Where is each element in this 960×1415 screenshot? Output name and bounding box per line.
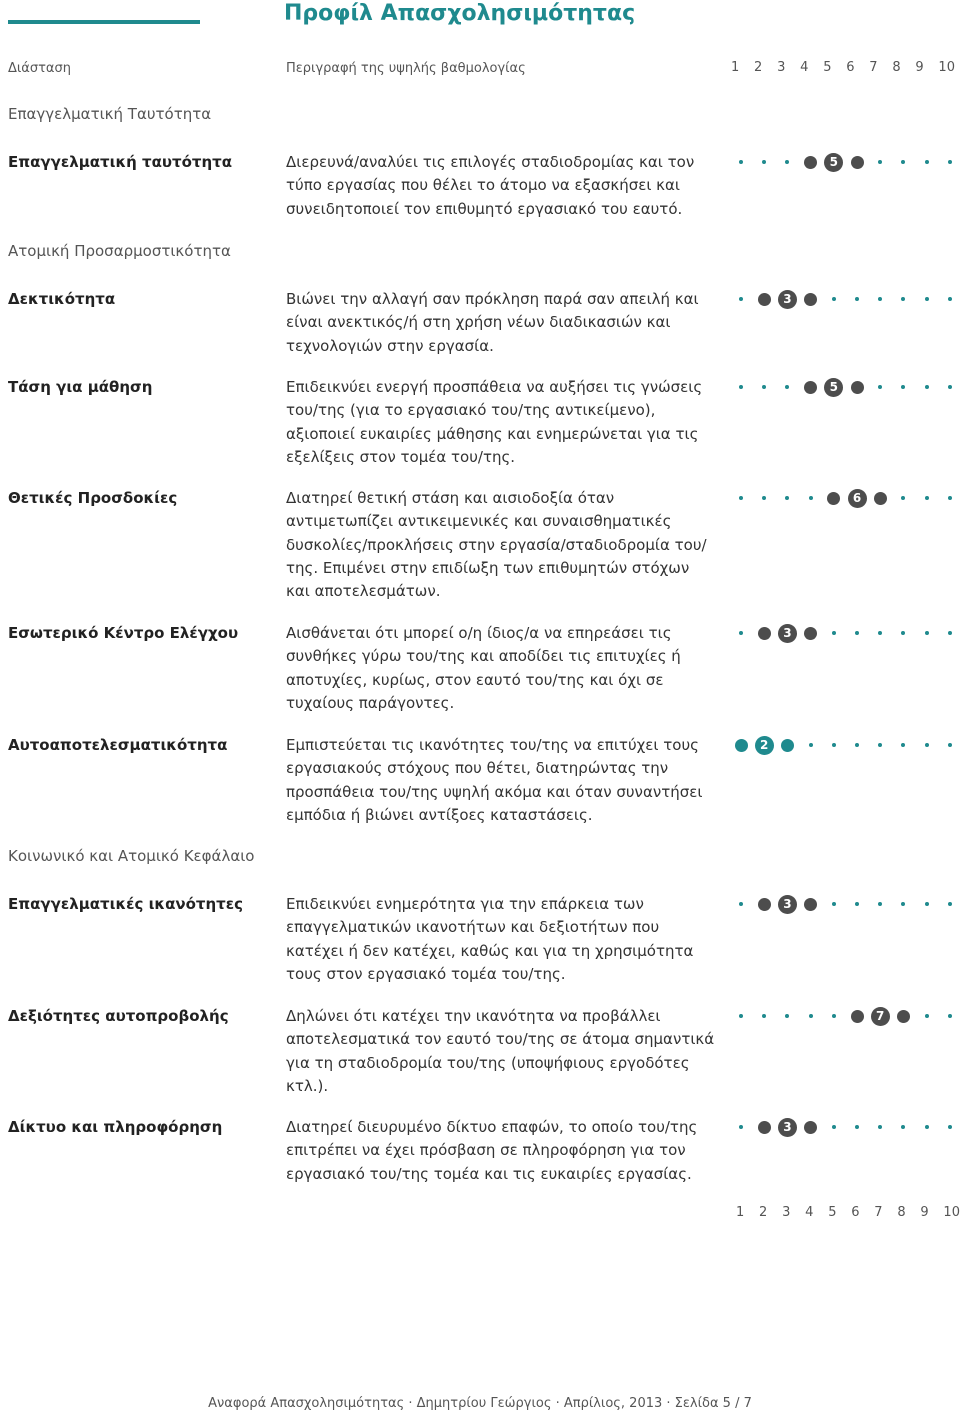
rating-scale <box>732 151 952 173</box>
score-badge: 7 <box>871 1007 890 1026</box>
dimension-name: Θετικές Προσδοκίες <box>8 489 178 507</box>
scale-tick: 1 <box>731 60 740 75</box>
scale-dot <box>878 297 882 301</box>
scale-dot <box>901 496 905 500</box>
scale-neighbor-dot <box>804 627 817 640</box>
scale-neighbor-dot <box>781 739 794 752</box>
dimension-description: Διερευνά/αναλύει τις επιλογές σταδιοδρομίας και τον τύπο εργασίας που θέλει το άτομο να εξασκήσει και συνειδητοποιεί τον επιθυμητό εργασιακό του εαυτό. <box>286 153 695 218</box>
scale-dot <box>878 385 882 389</box>
dimension-description: Αισθάνεται ότι μπορεί ο/η ίδιος/α να επηρεάσει τις συνθήκες γύρω του/της και αποδίδει τις επιτυχίες ή αποτυχίες, κυρίως, στον εαυτό του/της και όχι σε τυχαίους παράγοντες. <box>286 624 681 712</box>
score-badge: 3 <box>778 1118 797 1137</box>
scale-dot <box>739 160 743 164</box>
scale-dot <box>901 631 905 635</box>
scale-dot <box>832 1014 836 1018</box>
page-title: Προφίλ Απασχολησιμότητας <box>284 1 636 26</box>
scale-dot <box>739 496 743 500</box>
scale-dot <box>832 297 836 301</box>
dimension-name: Επαγγελματικές ικανότητες <box>8 895 243 913</box>
scale-dot <box>855 1125 859 1129</box>
dimension-name: Εσωτερικό Κέντρο Ελέγχου <box>8 624 239 642</box>
scale-dot <box>762 160 766 164</box>
scale-dot <box>762 1014 766 1018</box>
score-badge: 5 <box>824 153 843 172</box>
scale-dot <box>948 385 952 389</box>
score-badge: 2 <box>755 736 774 755</box>
footer-page-number: Σελίδα 5 / 7 <box>674 1396 752 1411</box>
scale-tick: 4 <box>800 60 809 75</box>
header-accent-bar <box>8 20 200 24</box>
section-title: Ατομική Προσαρμοστικότητα <box>8 242 231 260</box>
rating-scale <box>732 734 952 756</box>
rating-scale <box>732 376 952 398</box>
scale-dot <box>925 631 929 635</box>
scale-dot <box>925 1014 929 1018</box>
score-badge: 6 <box>848 489 867 508</box>
column-header-dimension: Διάσταση <box>8 61 71 76</box>
dimension-name: Δεκτικότητα <box>8 290 116 308</box>
scale-dot <box>948 496 952 500</box>
scale-dot <box>739 631 743 635</box>
scale-dot <box>809 743 813 747</box>
scale-header-top <box>731 60 955 75</box>
scale-dot <box>785 160 789 164</box>
dimension-description: Διατηρεί διευρυμένο δίκτυο επαφών, το οποίο του/της επιτρέπει να έχει πρόσβαση σε πληροφόρηση για τον εργασιακό του/της τομέα και τις ευκαιρίες εργασίας. <box>286 1118 698 1183</box>
section-title: Κοινωνικό και Ατομικό Κεφάλαιο <box>8 847 255 865</box>
score-badge: 3 <box>778 895 797 914</box>
scale-neighbor-dot <box>804 898 817 911</box>
scale-dot <box>948 1014 952 1018</box>
rating-scale <box>732 893 952 915</box>
scale-tick: 3 <box>777 60 786 75</box>
scale-dot <box>878 631 882 635</box>
footer-separator: · <box>662 1396 675 1411</box>
scale-dot <box>901 902 905 906</box>
scale-neighbor-dot <box>804 1121 817 1134</box>
scale-dot <box>762 496 766 500</box>
scale-dot <box>855 631 859 635</box>
scale-tick: 5 <box>828 1205 837 1220</box>
scale-dot <box>925 297 929 301</box>
scale-dot <box>878 160 882 164</box>
dimension-name: Επαγγελματική ταυτότητα <box>8 153 233 171</box>
scale-neighbor-dot <box>851 381 864 394</box>
footer-report-title: Αναφορά Απασχολησιμότητας <box>208 1396 405 1411</box>
scale-dot <box>878 902 882 906</box>
scale-dot <box>855 902 859 906</box>
scale-tick: 9 <box>920 1205 929 1220</box>
dimension-description: Επιδεικνύει ενεργή προσπάθεια να αυξήσει τις γνώσεις του/της (για το εργασιακό του/της αντικείμενο), αξιοποιεί ευκαιρίες μάθησης και ενημερώνεται για τις εξελίξεις στον τομέα του/της. <box>286 378 703 466</box>
scale-dot <box>925 902 929 906</box>
scale-tick: 10 <box>943 1205 960 1220</box>
scale-dot <box>948 160 952 164</box>
scale-dot <box>948 297 952 301</box>
scale-neighbor-dot <box>804 156 817 169</box>
scale-neighbor-dot <box>758 627 771 640</box>
scale-tick: 6 <box>846 60 855 75</box>
score-badge: 3 <box>778 290 797 309</box>
scale-dot <box>948 631 952 635</box>
scale-dot <box>901 743 905 747</box>
rating-scale <box>732 1005 952 1027</box>
scale-tick: 5 <box>823 60 832 75</box>
scale-dot <box>809 496 813 500</box>
scale-tick: 8 <box>892 60 901 75</box>
scale-dot <box>832 1125 836 1129</box>
score-badge: 3 <box>778 624 797 643</box>
dimension-description: Εμπιστεύεται τις ικανότητες του/της να επιτύχει τους εργασιακούς στόχους που θέτει, διατηρώντας την προσπάθεια του/της υψηλή ακόμα και όταν συναντήσει εμπόδια ή βιώνει αντίξοες καταστάσεις. <box>286 736 703 824</box>
scale-tick: 9 <box>915 60 924 75</box>
scale-tick: 6 <box>851 1205 860 1220</box>
scale-dot <box>948 743 952 747</box>
dimension-name: Δεξιότητες αυτοπροβολής <box>8 1007 229 1025</box>
rating-scale <box>732 487 952 509</box>
scale-dot <box>901 160 905 164</box>
scale-dot <box>925 1125 929 1129</box>
scale-dot <box>901 297 905 301</box>
scale-dot <box>878 1125 882 1129</box>
scale-dot <box>739 1125 743 1129</box>
scale-dot <box>855 297 859 301</box>
scale-tick: 8 <box>897 1205 906 1220</box>
dimension-name: Τάση για μάθηση <box>8 378 153 396</box>
scale-tick: 1 <box>736 1205 745 1220</box>
scale-dot <box>809 1014 813 1018</box>
scale-dot <box>832 902 836 906</box>
scale-header-bottom <box>736 1205 960 1220</box>
scale-dot <box>925 385 929 389</box>
scale-neighbor-dot <box>851 1010 864 1023</box>
scale-tick: 10 <box>938 60 955 75</box>
dimension-description: Διατηρεί θετική στάση και αισιοδοξία όταν αντιμετωπίζει αντικειμενικές και συναισθηματικές δυσκολίες/προκλήσεις στην εργασία/σταδιοδρομία του/της. Επιμένει στην επιδίωξη των επιθυμητών στόχων και αποτελεσμάτων. <box>286 489 707 601</box>
scale-dot <box>948 902 952 906</box>
scale-tick: 2 <box>759 1205 768 1220</box>
scale-dot <box>878 743 882 747</box>
scale-neighbor-dot <box>758 898 771 911</box>
scale-dot <box>901 385 905 389</box>
rating-scale <box>732 1116 952 1138</box>
footer-separator: · <box>404 1396 417 1411</box>
scale-dot <box>739 902 743 906</box>
dimension-name: Δίκτυο και πληροφόρηση <box>8 1118 223 1136</box>
scale-dot <box>948 1125 952 1129</box>
scale-dot <box>785 496 789 500</box>
scale-dot <box>739 297 743 301</box>
footer-person: Δημητρίου Γεώργιος <box>416 1396 552 1411</box>
scale-dot <box>832 743 836 747</box>
column-header-description: Περιγραφή της υψηλής βαθμολογίας <box>286 61 526 76</box>
scale-neighbor-dot <box>758 1121 771 1134</box>
scale-dot <box>785 385 789 389</box>
page-footer <box>0 1396 960 1411</box>
scale-dot <box>739 1014 743 1018</box>
rating-scale <box>732 288 952 310</box>
dimension-description: Επιδεικνύει ενημερότητα για την επάρκεια των επαγγελματικών ικανοτήτων και δεξιοτήτων που κατέχει ή δεν κατέχει, καθώς και για τη χρησιμότητα τους στον εργασιακό τομέα του/της. <box>286 895 694 983</box>
scale-neighbor-dot <box>897 1010 910 1023</box>
section-title: Επαγγελματική Ταυτότητα <box>8 105 212 123</box>
scale-dot <box>925 496 929 500</box>
scale-dot <box>785 1014 789 1018</box>
scale-dot <box>925 160 929 164</box>
scale-dot <box>832 631 836 635</box>
scale-neighbor-dot <box>874 492 887 505</box>
scale-tick: 7 <box>874 1205 883 1220</box>
footer-date: Απρίλιος, 2013 <box>563 1396 663 1411</box>
scale-neighbor-dot <box>758 293 771 306</box>
scale-dot <box>762 385 766 389</box>
score-badge: 5 <box>824 378 843 397</box>
scale-dot <box>901 1125 905 1129</box>
scale-tick: 7 <box>869 60 878 75</box>
scale-neighbor-dot <box>804 381 817 394</box>
scale-tick: 3 <box>782 1205 791 1220</box>
scale-neighbor-dot <box>804 293 817 306</box>
scale-tick: 2 <box>754 60 763 75</box>
scale-neighbor-dot <box>851 156 864 169</box>
dimension-description: Δηλώνει ότι κατέχει την ικανότητα να προβάλλει αποτελεσματικά τον εαυτό του/της σε άτομα σημαντικά για τη σταδιοδρομία του/της (υποψήφιους εργοδότες κτλ.). <box>286 1007 715 1095</box>
scale-dot <box>855 743 859 747</box>
footer-separator: · <box>551 1396 564 1411</box>
dimension-description: Βιώνει την αλλαγή σαν πρόκληση παρά σαν απειλή και είναι ανεκτικός/ή στη χρήση νέων διαδικασιών και τεχνολογιών στην εργασία. <box>286 290 699 355</box>
rating-scale <box>732 622 952 644</box>
scale-neighbor-dot <box>827 492 840 505</box>
scale-dot <box>925 743 929 747</box>
scale-tick: 4 <box>805 1205 814 1220</box>
dimension-name: Αυτοαποτελεσματικότητα <box>8 736 228 754</box>
scale-neighbor-dot <box>735 739 748 752</box>
scale-dot <box>739 385 743 389</box>
